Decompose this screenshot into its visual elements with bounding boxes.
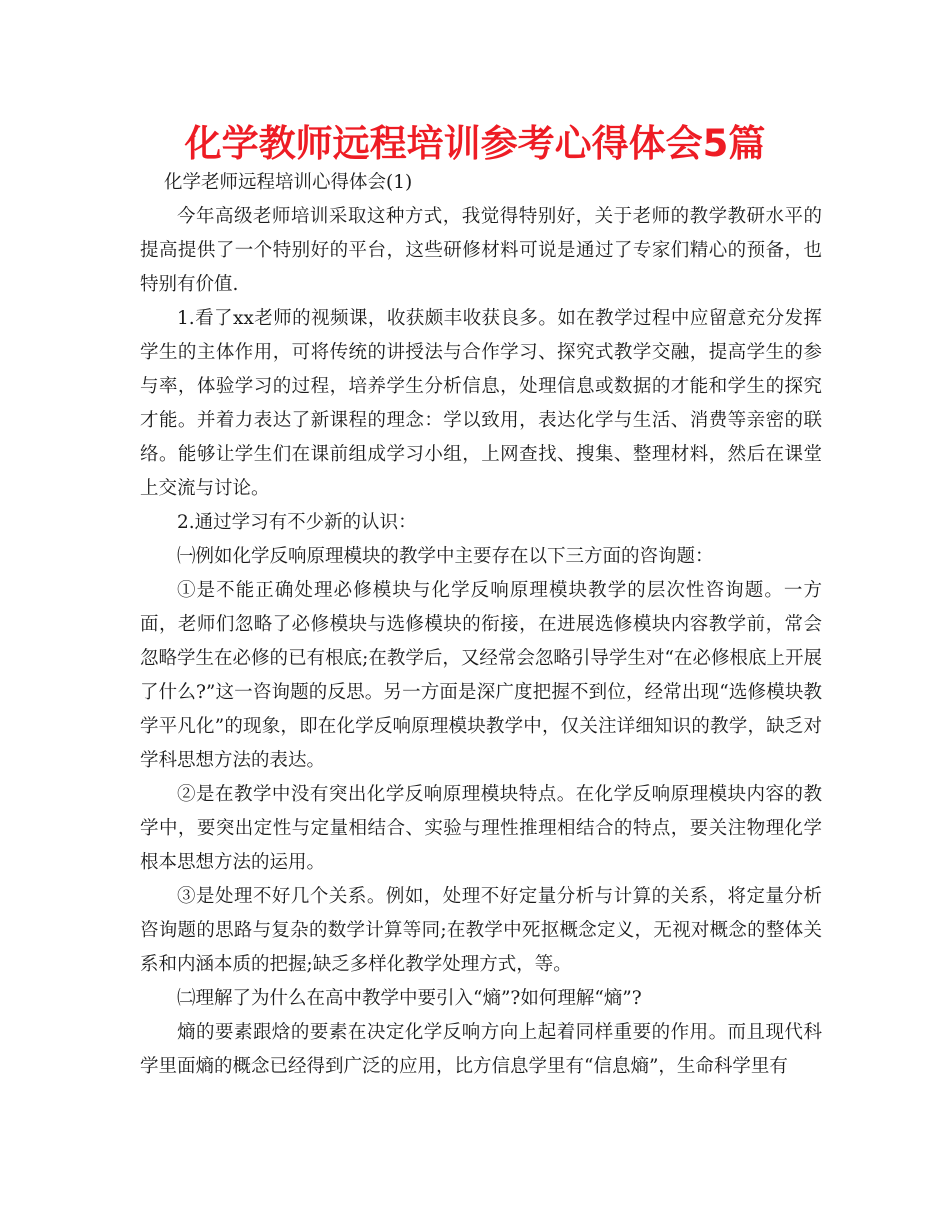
paragraph: ㈡理解了为什么在高中教学中要引入“熵”?如何理解“熵”?	[177, 988, 642, 1009]
paragraph: ①是不能正确处理必修模块与化学反响原理模块教学的层次性咨询题。一方面，老师们忽略了必修模块与选修模块的衔接，在进展选修模块内容教学前，常会忽略学生在必修的已有根底;在教学后，又经常会忽略引导学生对“在必修根底上开展了什么?”这一咨询题的反思。另一方面是深广度把握不到位，经常出现“选修模块教学平凡化”的现象，即在化学反响原理模块教学中，仅关注详细知识的教学，缺乏对学科思想方法的表达。	[140, 580, 822, 771]
document-body	[140, 166, 822, 1084]
paragraph: 2.通过学习有不少新的认识：	[177, 512, 417, 533]
paragraph: 1.看了xx老师的视频课，收获颇丰收获良多。如在教学过程中应留意充分发挥学生的主体作用，可将传统的讲授法与合作学习、探究式教学交融，提高学生的参与率，体验学习的过程，培养学生分析信息，处理信息或数据的才能和学生的探究才能。并着力表达了新课程的理念：学以致用，表达化学与生活、消费等亲密的联络。能够让学生们在课前组成学习小组，上网查找、搜集、整理材料，然后在课堂上交流与讨论。	[140, 308, 822, 499]
document-title: 化学教师远程培训参考心得体会5篇	[184, 122, 766, 165]
paragraph: ②是在教学中没有突出化学反响原理模块特点。在化学反响原理模块内容的教学中，要突出定性与定量相结合、实验与理性推理相结合的特点，要关注物理化学根本思想方法的运用。	[140, 784, 822, 873]
paragraph: 熵的要素跟焓的要素在决定化学反响方向上起着同样重要的作用。而且现代科学里面熵的概念已经得到广泛的应用，比方信息学里有“信息熵”，生命科学里有	[140, 1022, 822, 1077]
document-subtitle: 化学老师远程培训心得体会(1)	[164, 172, 413, 193]
paragraph: ③是处理不好几个关系。例如，处理不好定量分析与计算的关系，将定量分析咨询题的思路与复杂的数学计算等同;在教学中死抠概念定义，无视对概念的整体关系和内涵本质的把握;缺乏多样化教学处理方式，等。	[140, 886, 822, 975]
paragraph: 今年高级老师培训采取这种方式，我觉得特别好，关于老师的教学教研水平的提高提供了一个特别好的平台，这些研修材料可说是通过了专家们精心的预备，也特别有价值.	[140, 206, 822, 295]
paragraph: ㈠例如化学反响原理模块的教学中主要存在以下三方面的咨询题：	[177, 546, 714, 567]
